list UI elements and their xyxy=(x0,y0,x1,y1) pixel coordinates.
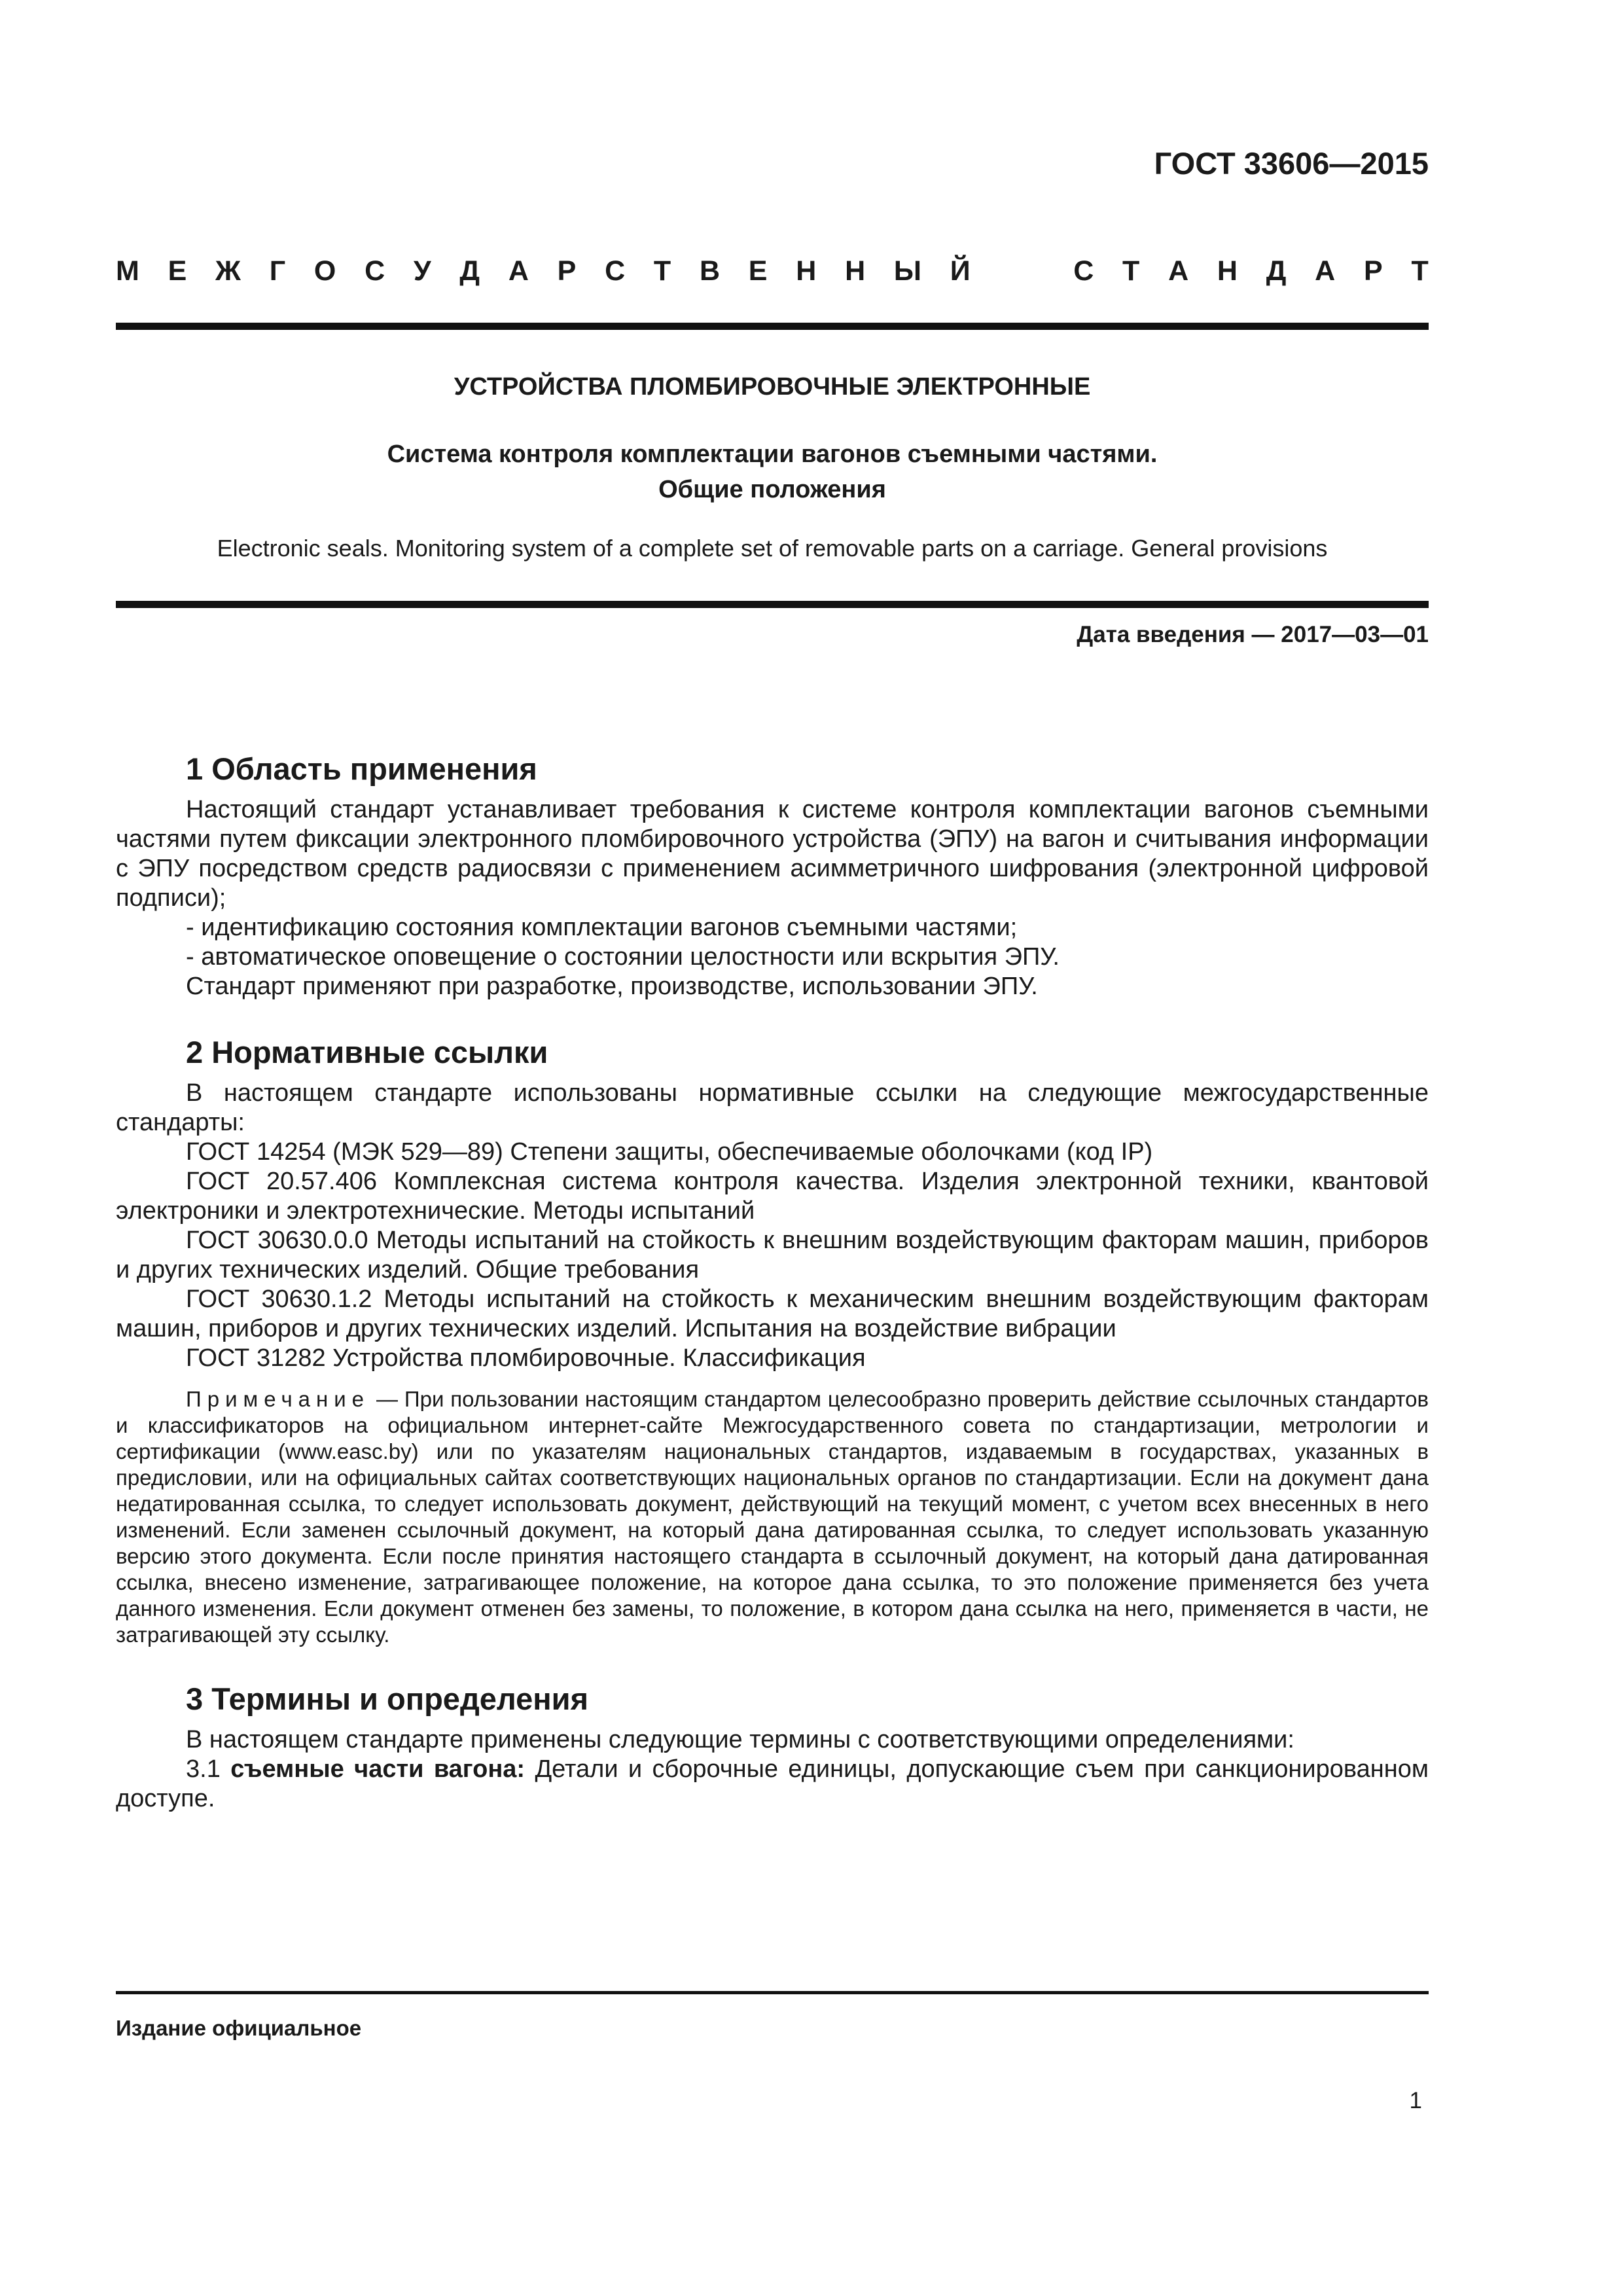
subtitle-line-1: Система контроля комплектации вагонов съемными частями. xyxy=(387,440,1158,468)
heading-letter: С xyxy=(1073,255,1094,287)
section-2-heading: 2 Нормативные ссылки xyxy=(186,1035,548,1069)
references-list xyxy=(116,1138,1429,1373)
effective-date: Дата введения — 2017—03—01 xyxy=(1077,622,1429,647)
section-3-heading: 3 Термины и определения xyxy=(186,1681,588,1716)
reference-item: ГОСТ 30630.0.0 Методы испытаний на стойкость к внешним воздействующим факторам машин, приборов и других технических изделий. Общие требования xyxy=(116,1227,1429,1283)
heading-letter: Ж xyxy=(215,255,241,287)
heading-letter: Г xyxy=(269,255,286,287)
interstate-standard-heading xyxy=(116,255,1429,287)
document-page xyxy=(116,0,1429,2296)
footer-rule xyxy=(116,1991,1429,1994)
section-2-intro: В настоящем стандарте использованы нормативные ссылки на следующие межгосударственные стандарты: xyxy=(116,1079,1429,1136)
heading-letter: С xyxy=(605,255,626,287)
heading-letter: Р xyxy=(557,255,577,287)
english-title: Electronic seals. Monitoring system of a complete set of removable parts on a carriage. General provisions xyxy=(217,535,1328,562)
heading-letter: Е xyxy=(168,255,187,287)
document-title: УСТРОЙСТВА ПЛОМБИРОВОЧНЫЕ ЭЛЕКТРОННЫЕ xyxy=(454,373,1091,401)
document-subtitle xyxy=(116,437,1429,507)
section-1-paragraph: Настоящий стандарт устанавливает требования к системе контроля комплектации вагонов съемными частями путем фиксации электронного пломбировочного устройства (ЭПУ) на вагон и считывания информации с ЭПУ посредством средств радиосвязи с применением асимметричного шифрования (электронной цифровой подписи); xyxy=(116,796,1429,912)
heading-letter: Й xyxy=(950,255,971,287)
heading-letter: С xyxy=(365,255,385,287)
heading-letter: А xyxy=(508,255,529,287)
reference-item: ГОСТ 20.57.406 Комплексная система контроля качества. Изделия электронной техники, квантовой электроники и электротехнические. Методы испытаний xyxy=(116,1168,1429,1225)
page-number: 1 xyxy=(1409,2088,1422,2113)
section-1-list-item-1: - идентификацию состояния комплектации вагонов съемными частями; xyxy=(186,914,1018,941)
heading-letter: Т xyxy=(1122,255,1140,287)
standard-number: ГОСТ 33606—2015 xyxy=(1154,146,1429,181)
reference-item: ГОСТ 31282 Устройства пломбировочные. Классификация xyxy=(186,1344,866,1372)
reference-item: ГОСТ 30630.1.2 Методы испытаний на стойкость к механическим внешним воздействующим факторам машин, приборов и других технических изделий. Испытания на воздействие вибрации xyxy=(116,1285,1429,1342)
heading-letter: Р xyxy=(1363,255,1383,287)
heading-letter: Н xyxy=(796,255,817,287)
official-edition-label: Издание официальное xyxy=(116,2016,362,2040)
heading-letter: Т xyxy=(653,255,671,287)
heading-letter: Е xyxy=(748,255,768,287)
heading-letter: О xyxy=(313,255,336,287)
heading-letter: У xyxy=(413,255,431,287)
heading-letter: Н xyxy=(845,255,866,287)
subtitle-line-2: Общие положения xyxy=(658,476,886,503)
section-1-heading: 1 Область применения xyxy=(186,751,537,786)
section-1-paragraph-2: Стандарт применяют при разработке, производстве, использовании ЭПУ. xyxy=(186,973,1038,1000)
heading-letter: А xyxy=(1168,255,1189,287)
heading-letter: М xyxy=(116,255,139,287)
term-number: 3.1 xyxy=(186,1755,231,1783)
term-definition: Детали и сборочные единицы, допускающие съем при санкционированном доступе. xyxy=(116,1755,1429,1812)
heading-letter: Т xyxy=(1411,255,1429,287)
note-label: Примечание xyxy=(186,1387,370,1411)
section-1-list-item-2: - автоматическое оповещение о состоянии целостности или вскрытия ЭПУ. xyxy=(186,943,1060,971)
heading-letter: В xyxy=(699,255,721,287)
heading-letter: А xyxy=(1315,255,1336,287)
term-3-1 xyxy=(116,1755,1429,1814)
reference-item: ГОСТ 14254 (МЭК 529—89) Степени защиты, обеспечиваемые оболочками (код IP) xyxy=(186,1138,1153,1166)
heading-letter: Н xyxy=(1217,255,1238,287)
heading-letter: Д xyxy=(459,255,480,287)
term-name: съемные части вагона: xyxy=(230,1755,526,1783)
references-note xyxy=(116,1386,1429,1648)
header-rule xyxy=(116,323,1429,330)
document-body xyxy=(116,749,1429,1814)
heading-letter: Д xyxy=(1266,255,1287,287)
heading-letter: Ы xyxy=(893,255,922,287)
word-gap xyxy=(999,255,1044,287)
title-rule xyxy=(116,601,1429,608)
section-3-intro: В настоящем стандарте применены следующие термины с соответствующими определениями: xyxy=(186,1726,1294,1753)
note-text: — При пользовании настоящим стандартом целесообразно проверить действие ссылочных стандартов и классификаторов на официальном интернет-сайте Межгосударственного совета по стандартизации, метрологии и сертификации (www.easc.by) или по указателям национальных стандартов, издаваемым в государствах, указанных в предисловии, или на официальных сайтах соответствующих национальных органов по стандартизации. Если на документ дана недатированная ссылка, то следует использовать документ, действующий на текущий момент, с учетом всех внесенных в него изменений. Если заменен ссылочный документ, на который дана датированная ссылка, то следует использовать указанную версию этого документа. Если после принятия настоящего стандарта в ссылочный документ, на который дана датированная ссылка, внесено изменение, затрагивающее положение, на которое дана ссылка, то это положение применяется без учета данного изменения. Если документ отменен без замены, то положение, в котором дана ссылка на него, применяется в части, не затрагивающей эту ссылку. xyxy=(116,1387,1429,1647)
